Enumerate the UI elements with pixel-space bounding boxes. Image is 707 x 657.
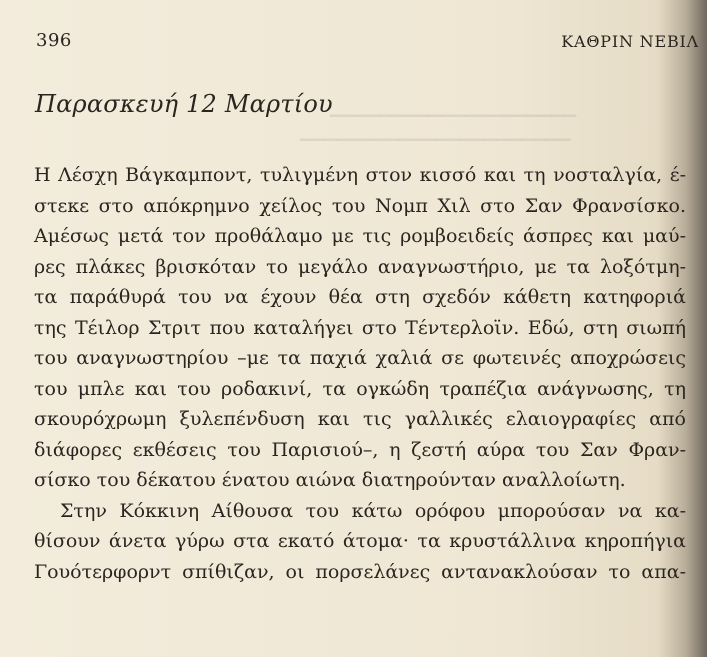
running-head-author: ΚΑΘΡΙΝ ΝΕΒΙΛ: [561, 32, 699, 51]
text-line: της Τέιλορ Στριτ που καταλήγει στο Τέντερλοϊν. Εδώ, στη σιωπή: [34, 316, 686, 339]
text-line: Η Λέσχη Βάγκαμποντ, τυλιγμένη στον κισσό και τη νοσταλγία, έ-: [34, 164, 686, 186]
text-line: Γουότερφορντ σπίθιζαν, οι πορσελάνες αντανακλούσαν το απα-: [34, 560, 686, 583]
text-line: θίσουν άνετα γύρω στα εκατό άτομα· τα κρυστάλλινα κηροπήγια: [34, 530, 686, 552]
text-line: τα παράθυρά του να έχουν θέα στη σχεδόν κάθετη κατηφοριά: [34, 286, 686, 308]
text-line: σίσκο του δέκατου ένατου αιώνα διατηρούνταν αναλλοίωτη.: [34, 469, 626, 491]
text-line: ρες πλάκες βρισκόταν το μεγάλο αναγνωστήριο, με τα λοξότμη-: [34, 255, 686, 278]
text-line: διάφορες εκθέσεις του Παρισιού–, η ζεστή αύρα του Σαν Φραν-: [34, 438, 686, 461]
section-heading: Παρασκευή 12 Μαρτίου: [35, 90, 333, 118]
bleed-through-text: ▁▁▁▁▁▁▁▁▁▁▁▁▁▁▁▁▁▁▁▁▁▁: [300, 122, 571, 141]
page-number: 396: [36, 30, 72, 51]
body-text: [34, 160, 686, 587]
text-line: Στην Κόκκινη Αίθουσα του κάτω ορόφου μπορούσαν να κα-: [60, 499, 686, 522]
text-line: Αμέσως μετά τον προθάλαμο με τις ρομβοειδείς άσπρες και μαύ-: [34, 225, 686, 247]
bleed-through-text: ▁▁▁▁▁▁▁▁▁▁▁▁▁▁▁▁▁▁▁▁: [330, 98, 577, 117]
text-line: του αναγνωστηρίου –με τα παχιά χαλιά σε φωτεινές αποχρώσεις: [34, 347, 686, 369]
text-line: στεκε στο απόκρημνο χείλος του Νομπ Χιλ στο Σαν Φρανσίσκο.: [34, 194, 686, 217]
text-line: σκουρόχρωμη ξυλεπένδυση και τις γαλλικές ελαιογραφίες από: [34, 408, 686, 430]
text-line: του μπλε και του ροδακινί, τα ογκώδη τραπέζια ανάγνωσης, τη: [34, 377, 686, 400]
